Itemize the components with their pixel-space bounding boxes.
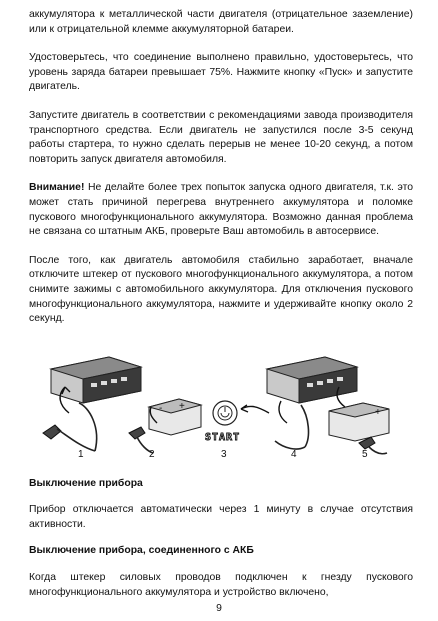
car-battery-right	[329, 403, 389, 441]
battery-minus: -	[159, 402, 163, 414]
car-battery-left	[149, 399, 201, 435]
arrow-step-4	[279, 401, 287, 423]
paragraph-start-engine: Запустите двигатель в соответствии с рекомендациями завода производителя транспортного средства. Если двигатель не запустился после 3-5 секунд работы стартера, то нужно сделать перерыв не менее 10-20 секунд, а потом повторить запуск двигателя автомобиля.	[29, 109, 413, 165]
battery-right-plus: +	[375, 406, 381, 418]
heading-device-off-with-battery: Выключение прибора, соединенного с АКБ	[29, 545, 254, 557]
paragraph-auto-off: Прибор отключается автоматически через 1 минуту в случае отсутствия активности.	[29, 504, 413, 530]
paragraph-warning	[29, 181, 413, 239]
heading-device-off: Выключение прибора	[29, 477, 143, 489]
paragraph-check-charge: Удостоверьтесь, что соединение выполнено правильно, удостоверьтесь, что уровень заряда батареи превышает 75%. Нажмите кнопку «Пуск» и запустите двигатель.	[29, 52, 413, 93]
step-label-4: 4	[291, 448, 297, 459]
step-label-2: 2	[149, 448, 155, 459]
clamp-4	[275, 405, 308, 449]
paragraph-connect-ground: аккумулятора к металлической части двигателя (отрицательное заземление) или к отрицательной клемме аккумуляторной батареи.	[29, 9, 413, 35]
document-page	[29, 8, 413, 600]
warning-text: Не делайте более трех попыток запуска одного двигателя, т.к. это может стать причиной перегрева внутреннего аккумулятора и поломке пускового многофункционального аккумулятора. Возможно данная проблема не связана со штатным АКБ, проверьте Ваш автомобиль в автосервисе.	[29, 182, 413, 238]
booster-unit-left	[51, 357, 141, 403]
arrow-step-3	[241, 406, 269, 413]
step-label-3: 3	[221, 448, 227, 459]
paragraph-disconnect: После того, как двигатель автомобиля стабильно заработает, вначале отключите штекер от пускового многофункционального аккумулятора, а потом снимите зажимы с автомобильного аккумулятора. Для отключения пускового многофункционального аккумулятора, нажмите и удерживайте кнопку около 2 секунд.	[29, 254, 413, 325]
step-label-5: 5	[362, 448, 368, 459]
battery-plus: +	[179, 400, 185, 412]
disconnect-steps-illustration	[29, 347, 413, 459]
booster-unit-right	[267, 357, 357, 403]
start-button-drawing	[205, 401, 240, 443]
page-number: 9	[216, 603, 222, 614]
steps-drawing	[29, 347, 413, 459]
step-label-1: 1	[78, 448, 84, 459]
warning-label: Внимание!	[29, 182, 85, 194]
start-label: START	[205, 431, 241, 443]
paragraph-plug-connected: Когда штекер силовых проводов подключен к гнезду пускового многофункционального аккумулятора и устройство включено,	[29, 572, 413, 598]
clamp-1	[43, 403, 97, 451]
